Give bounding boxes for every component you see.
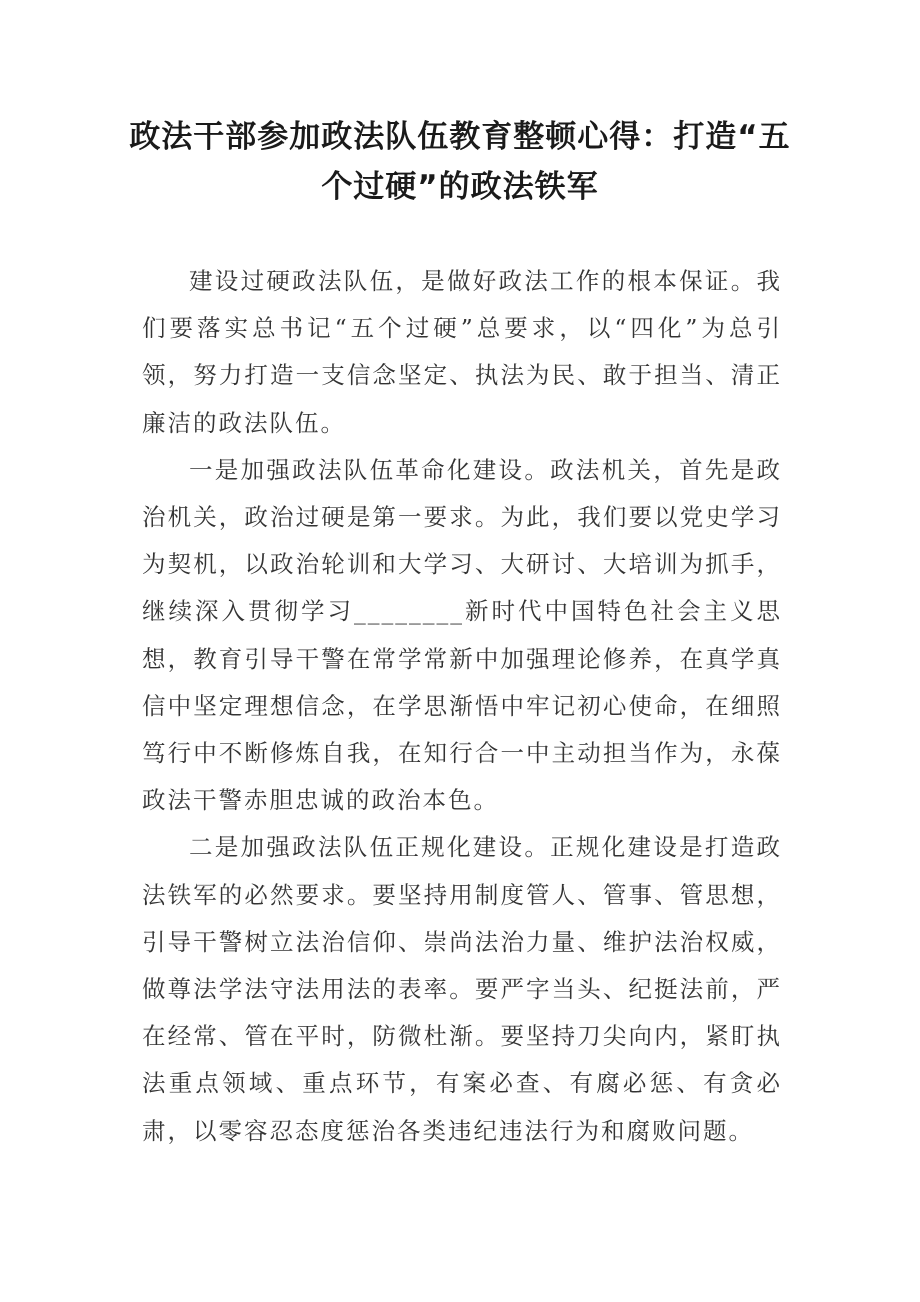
paragraph-revolutionization: 一是加强政法队伍革命化建设。政法机关，首先是政治机关，政治过硬是第一要求。为此，我们要以党史学习为契机，以政治轮训和大学习、大研讨、大培训为抓手，继续深入贯彻学习________新时代中国特色社会主义思想，教育引导干警在常学常新中加强理论修养，在真学真信中坚定理想信念，在学思渐悟中牢记初心使命，在细照笃行中不断修炼自我，在知行合一中主动担当作为，永葆政法干警赤胆忠诚的政治本色。 <box>142 455 782 815</box>
paragraph-regularization: 二是加强政法队伍正规化建设。正规化建设是打造政法铁军的必然要求。要坚持用制度管人、管事、管思想，引导干警树立法治信仰、崇尚法治力量、维护法治权威，做尊法学法守法用法的表率。要严字当头、纪挺法前，严在经常、管在平时，防微杜渐。要坚持刀尖向内，紧盯执法重点领域、重点环节，有案必查、有腐必惩、有贪必肃，以零容忍态度惩治各类违纪违法行为和腐败问题。 <box>142 833 782 1145</box>
document-title: 政法干部参加政法队伍教育整顿心得：打造“五个过硬”的政法铁军 <box>129 119 791 205</box>
paragraph-intro: 建设过硬政法队伍，是做好政法工作的根本保证。我们要落实总书记“五个过硬”总要求，以“四化”为总引领，努力打造一支信念坚定、执法为民、敢于担当、清正廉洁的政法队伍。 <box>142 267 782 437</box>
document-body <box>142 258 782 1155</box>
